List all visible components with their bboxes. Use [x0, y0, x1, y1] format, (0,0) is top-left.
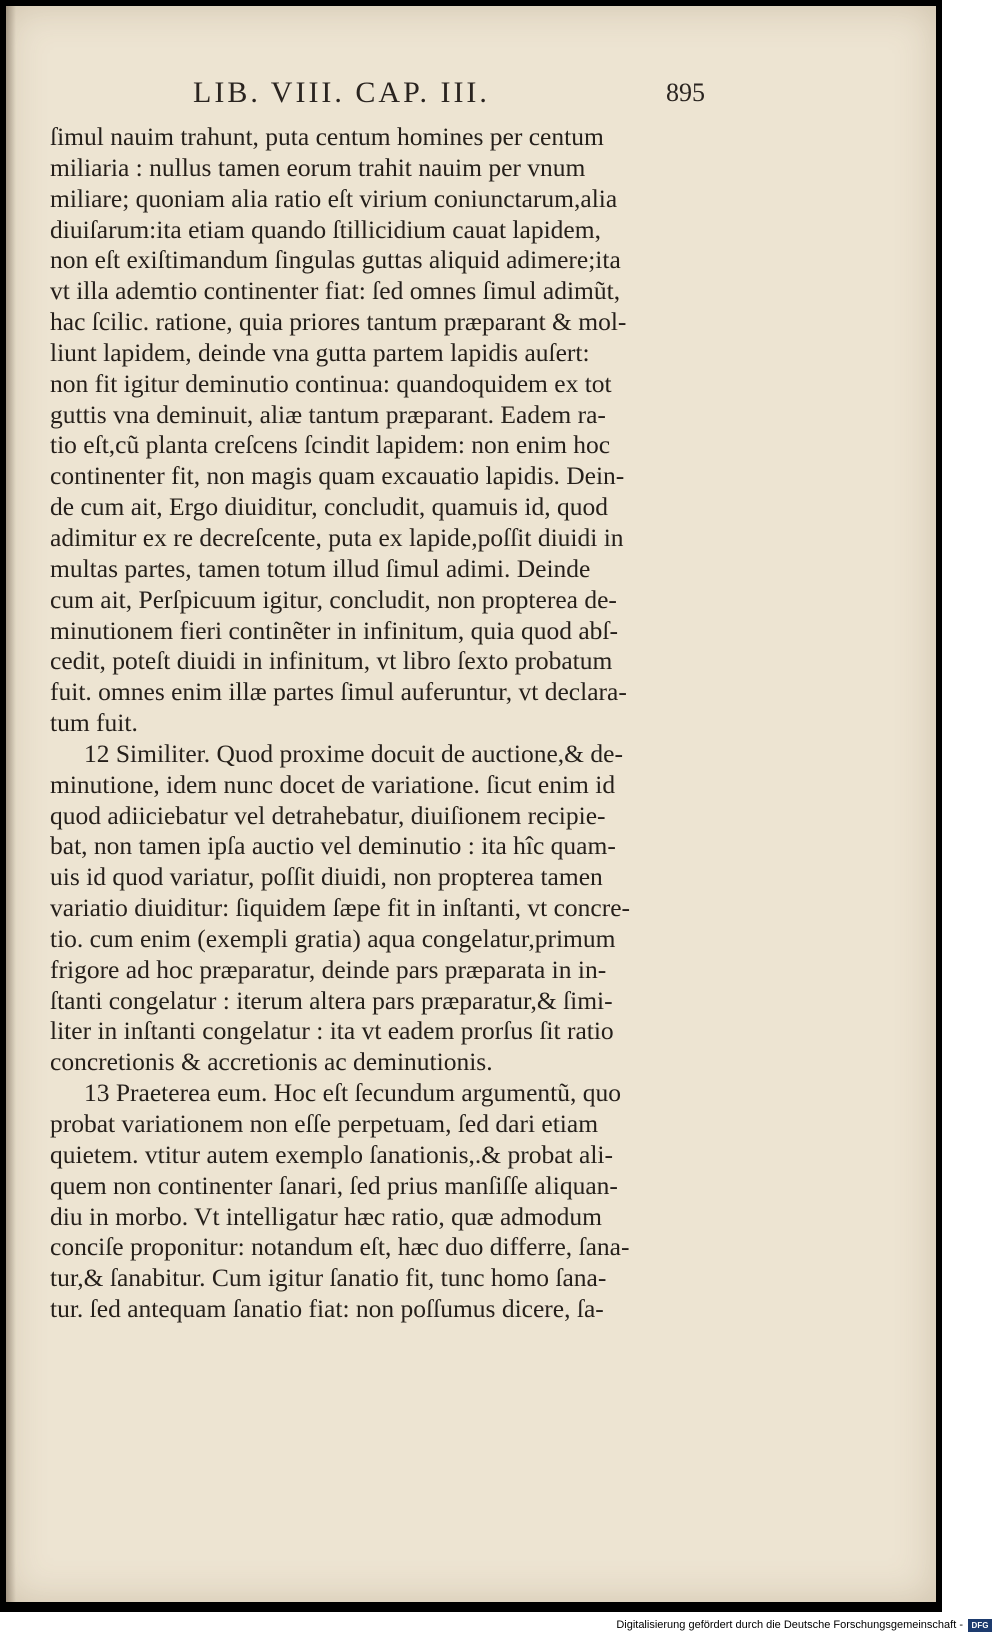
- text-line: probat variationem non eſſe perpetuam, ſed dari etiam: [50, 1109, 599, 1138]
- text-line: minutione, idem nunc docet de variatione. ſicut enim id: [50, 769, 616, 799]
- text-line: minutionem fieri continẽter in infinitum, quia quod abſ-: [50, 615, 618, 645]
- text-line: fuit. omnes enim illæ partes ſimul auferuntur, vt declara-: [50, 677, 627, 707]
- body-text: [50, 122, 682, 1325]
- text-line: conciſe proponitur: notandum eſt, hæc duo differre, ſana-: [50, 1232, 630, 1262]
- text-line: diuiſarum:ita etiam quando ſtillicidium cauat lapidem,: [50, 214, 601, 244]
- text-line: continenter fit, non magis quam excauatio lapidis. Dein-: [50, 461, 625, 491]
- text-line: non eſt exiſtimandum ſingulas guttas aliquid adimere;ita: [50, 245, 621, 275]
- text-line: de cum ait, Ergo diuiditur, concludit, quamuis id, quod: [50, 492, 609, 522]
- text-line: tum fuit.: [50, 708, 138, 738]
- text-line: quod adiiciebatur vel detrahebatur, diuiſionem recipie-: [50, 800, 606, 830]
- text-line: tur. ſed antequam ſanatio fiat: non poſſumus dicere, ſa-: [50, 1294, 604, 1324]
- running-title: LIB. VIII. CAP. III.: [193, 76, 490, 109]
- text-line: concretionis & accretionis ac deminutionis.: [50, 1047, 493, 1077]
- text-line: diu in morbo. Vt intelligatur hæc ratio, quæ admodum: [50, 1201, 602, 1231]
- text-line: tio. cum enim (exempli gratia) aqua congelatur,primum: [50, 923, 616, 953]
- text-line: uis id quod variatur, poſſit diuidi, non propterea tamen: [50, 862, 603, 892]
- text-line: multas partes, tamen totum illud ſimul adimi. Deinde: [50, 553, 591, 583]
- text-line: frigore ad hoc præparatur, deinde pars præparata in in-: [50, 954, 607, 984]
- text-line: cum ait, Perſpicuum igitur, concludit, non propterea de-: [50, 584, 617, 614]
- text-line: non fit igitur deminutio continua: quandoquidem ex tot: [50, 368, 612, 398]
- text-line: 12 Similiter. Quod proxime docuit de auctione,& de-: [84, 738, 623, 768]
- text-line: ſimul nauim trahunt, puta centum homines per centum: [50, 122, 604, 151]
- funding-note: Digitalisierung gefördert durch die Deutsche Forschungsgemeinschaft -: [616, 1619, 963, 1631]
- text-line: tio eſt,cũ planta creſcens ſcindit lapidem: non enim hoc: [50, 430, 611, 460]
- text-line: bat, non tamen ipſa auctio vel deminutio : ita hîc quam-: [50, 831, 616, 861]
- text-line: tur,& ſanabitur. Cum igitur ſanatio fit, tunc homo ſana-: [50, 1263, 607, 1293]
- text-line: quietem. vtitur autem exemplo ſanationis,.& probat ali-: [50, 1139, 613, 1169]
- dfg-logo-icon: DFG: [968, 1619, 992, 1632]
- text-line: quem non continenter ſanari, ſed prius manſiſſe aliquan-: [50, 1170, 618, 1200]
- text-line: hac ſcilic. ratione, quia priores tantum præparant & mol-: [50, 307, 627, 337]
- text-line: vt illa ademtio continenter fiat: ſed omnes ſimul adimũt,: [50, 276, 621, 306]
- book-page: [6, 6, 936, 1602]
- running-head: [6, 76, 936, 116]
- text-line: ſtanti congelatur : iterum altera pars præparatur,& ſimi-: [50, 985, 613, 1015]
- text-line: cedit, poteſt diuidi in infinitum, vt libro ſexto probatum: [50, 646, 613, 676]
- text-line: miliare; quoniam alia ratio eſt virium coniunctarum,alia: [50, 183, 618, 213]
- funding-footer: [616, 1617, 992, 1633]
- text-line: guttis vna deminuit, aliæ tantum præparant. Eadem ra-: [50, 399, 606, 429]
- page-number: 895: [666, 78, 705, 107]
- text-line: liunt lapidem, deinde vna gutta partem lapidis auſert:: [50, 337, 590, 367]
- text-line: miliaria : nullus tamen eorum trahit nauim per vnum: [50, 152, 586, 182]
- text-line: adimitur ex re decreſcente, puta ex lapide,poſſit diuidi in: [50, 522, 624, 552]
- text-line: 13 Praeterea eum. Hoc eſt ſecundum argumentũ, quo: [84, 1078, 621, 1108]
- text-line: liter in inſtanti congelatur : ita vt eadem prorſus ſit ratio: [50, 1016, 614, 1046]
- page-gutter-shadow: [6, 6, 16, 1602]
- text-line: variatio diuiditur: ſiquidem ſæpe fit in inſtanti, vt concre-: [50, 893, 631, 923]
